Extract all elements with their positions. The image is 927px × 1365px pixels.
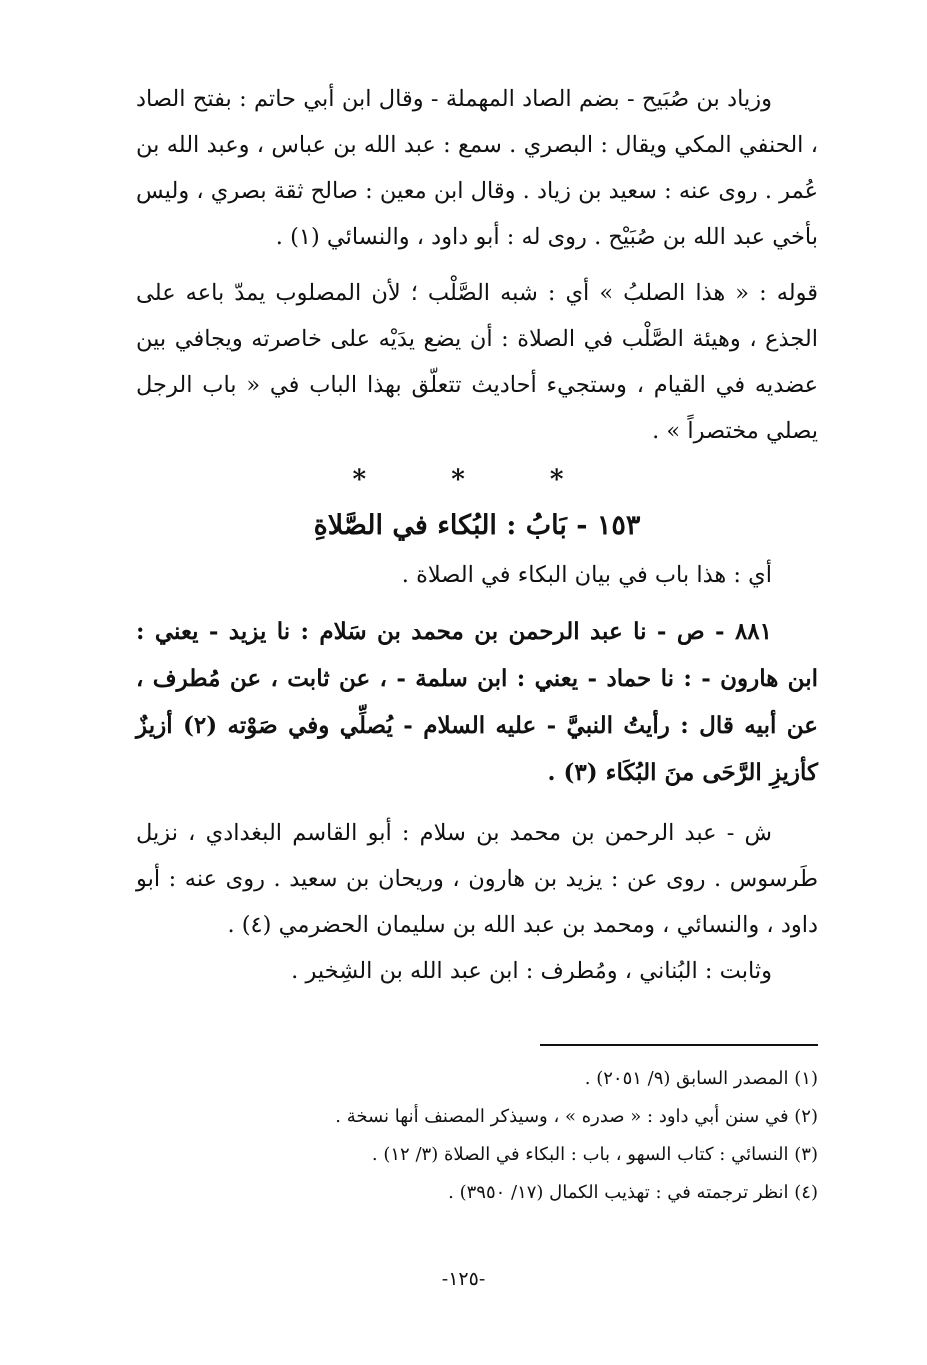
footnote-item: (١) المصدر السابق (٩/ ٢٠٥١) . [584,1068,818,1089]
paragraph-chapter-intro: أي : هذا باب في بيان البكاء في الصلاة . [401,562,772,588]
footnote-item: (٤) انظر ترجمته في : تهذيب الكمال (١٧/ ٣٩٥٠) . [448,1182,818,1203]
footnote-separator [540,1044,818,1046]
paragraph-commentary: ش - عبد الرحمن بن محمد بن سلام : أبو القاسم البغدادي ، نزيل طَرسوس . روى عن : يزيد بن هارون ، وريحان بن سعيد . روى عنه : أبو داود ، والنسائي ، ومحمد بن عبد الله بن سليمان الحضرمي (٤) . [136,820,818,938]
hadith-text: ٨٨١ - ص - نا عبد الرحمن بن محمد بن سَلام : نا يزيد - يعني : ابن هارون - : نا حماد - يعني : ابن سلمة - ، عن ثابت ، عن مُطرف ، عن أبيه قال : رأيتُ النبيَّ - عليه السلام - يُصلِّي وفي صَوْته (٢) أزيزٌ كأزيزِ الرَّحَى منَ البُكَاء (٣) . [136,618,818,786]
paragraph-narrator-ziyad: وزياد بن صُبَيح - بضم الصاد المهملة - وقال ابن أبي حاتم : بفتح الصاد ، الحنفي المكي ويقال : البصري . سمع : عبد الله بن عباس ، وعبد الله بن عُمر . روى عنه : سعيد بن زياد . وقال ابن معين : صالح ثقة بصري ، وليس بأخي عبد الله بن صُبَيْح . روى له : أبو داود ، والنسائي (١) . [136,86,818,250]
section-divider-stars: * * * [352,465,602,495]
footnotes [136,1060,818,1212]
paragraph-explanation-salb: قوله : « هذا الصلبُ » أي : شبه الصَّلْب ؛ لأن المصلوب يمدّ باعه على الجذع ، وهيئة الصَّلْب في الصلاة : أن يضع يدَيْه على خاصرته ويجافي بين عضديه في القيام ، وستجيء أحاديث تتعلّق بهذا الباب في « باب الرجل يصلي مختصراً » . [136,280,818,444]
footnote-item: (٢) في سنن أبي داود : « صدره » ، وسيذكر المصنف أنها نسخة . [335,1106,818,1127]
page-number: -١٢٥- [441,1268,486,1290]
footnote-item: (٣) النسائي : كتاب السهو ، باب : البكاء في الصلاة (٣/ ١٢) . [371,1144,818,1165]
page-body [136,76,818,994]
paragraph-commentary-continued: وثابت : البُناني ، ومُطرف : ابن عبد الله بن الشِخير . [291,958,772,984]
chapter-heading: ١٥٣ - بَابُ : البُكاء في الصَّلاةِ [313,510,641,541]
